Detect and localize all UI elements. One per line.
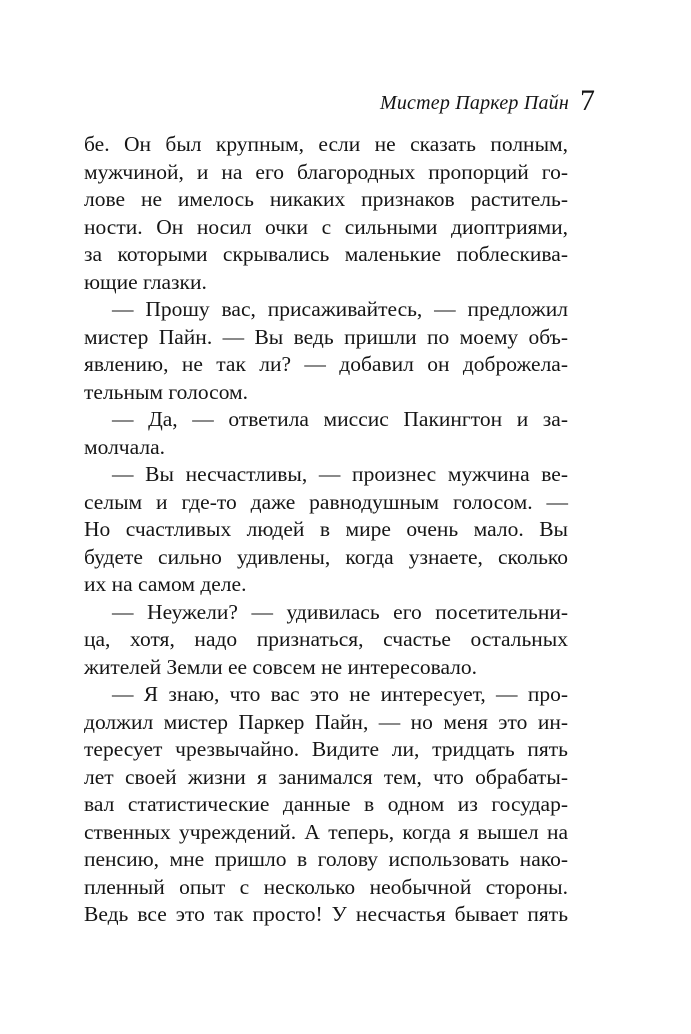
text-line: будете сильно удивлены, когда узнаете, сколько [84,544,568,569]
text-line: — Вы несчастливы, — произнес мужчина ве- [112,462,568,486]
text-line: Но счастливых людей в мире очень мало. Вы [84,517,568,541]
text-line: лове не имелось никаких признаков раститель- [84,187,568,211]
text-line: селым и где-то даже равнодушным голосом. — [84,489,568,514]
text-line: мистер Пайн. — Вы ведь пришли по моему объ- [84,324,568,349]
page-number: 7 [580,84,595,117]
text-line: жителей Земли ее совсем не интересовало. [84,654,478,679]
text-line: — Неужели? — удивилась его посетительни- [112,599,568,624]
text-line: вал статистические данные в одном из государ- [84,792,568,816]
text-line: тересует чрезвычайно. Видите ли, тридцать пять [84,737,568,761]
body-text [84,131,568,929]
text-line: молчала. [84,434,165,459]
text-line: мужчиной, и на его благородных пропорций го- [84,159,568,184]
text-line: бе. Он был крупным, если не сказать полным, [84,132,568,156]
text-line: ственных учреждений. А теперь, когда я вышел на [84,819,568,844]
text-line: — Прошу вас, присаживайтесь, — предложил [112,297,568,321]
text-line: тельным голосом. [84,379,249,404]
text-line: должил мистер Паркер Пайн, — но меня это ин- [84,709,568,734]
text-line: пенсию, мне пришло в голову использовать нако- [84,847,568,871]
running-head: Мистер Паркер Пайн [379,92,569,114]
text-line: — Да, — ответила миссис Пакингтон и за- [112,407,568,431]
text-line: Ведь все это так просто! У несчастья бывает пять [84,902,568,926]
text-line: явлению, не так ли? — добавил он доброжела- [84,352,568,376]
text-line: лет своей жизни я занимался тем, что обрабаты- [84,764,568,789]
text-line: — Я знаю, что вас это не интересует, — про- [112,682,568,706]
text-line: пленный опыт с несколько необычной стороны. [84,874,568,899]
text-line: ности. Он носил очки с сильными диоптриями, [84,214,568,239]
text-line: их на самом деле. [84,572,247,596]
text-line: за которыми скрывались маленькие поблескива- [84,242,568,266]
text-line: ющие глазки. [84,269,207,294]
text-line: ца, хотя, надо признаться, счастье остальных [84,627,568,651]
